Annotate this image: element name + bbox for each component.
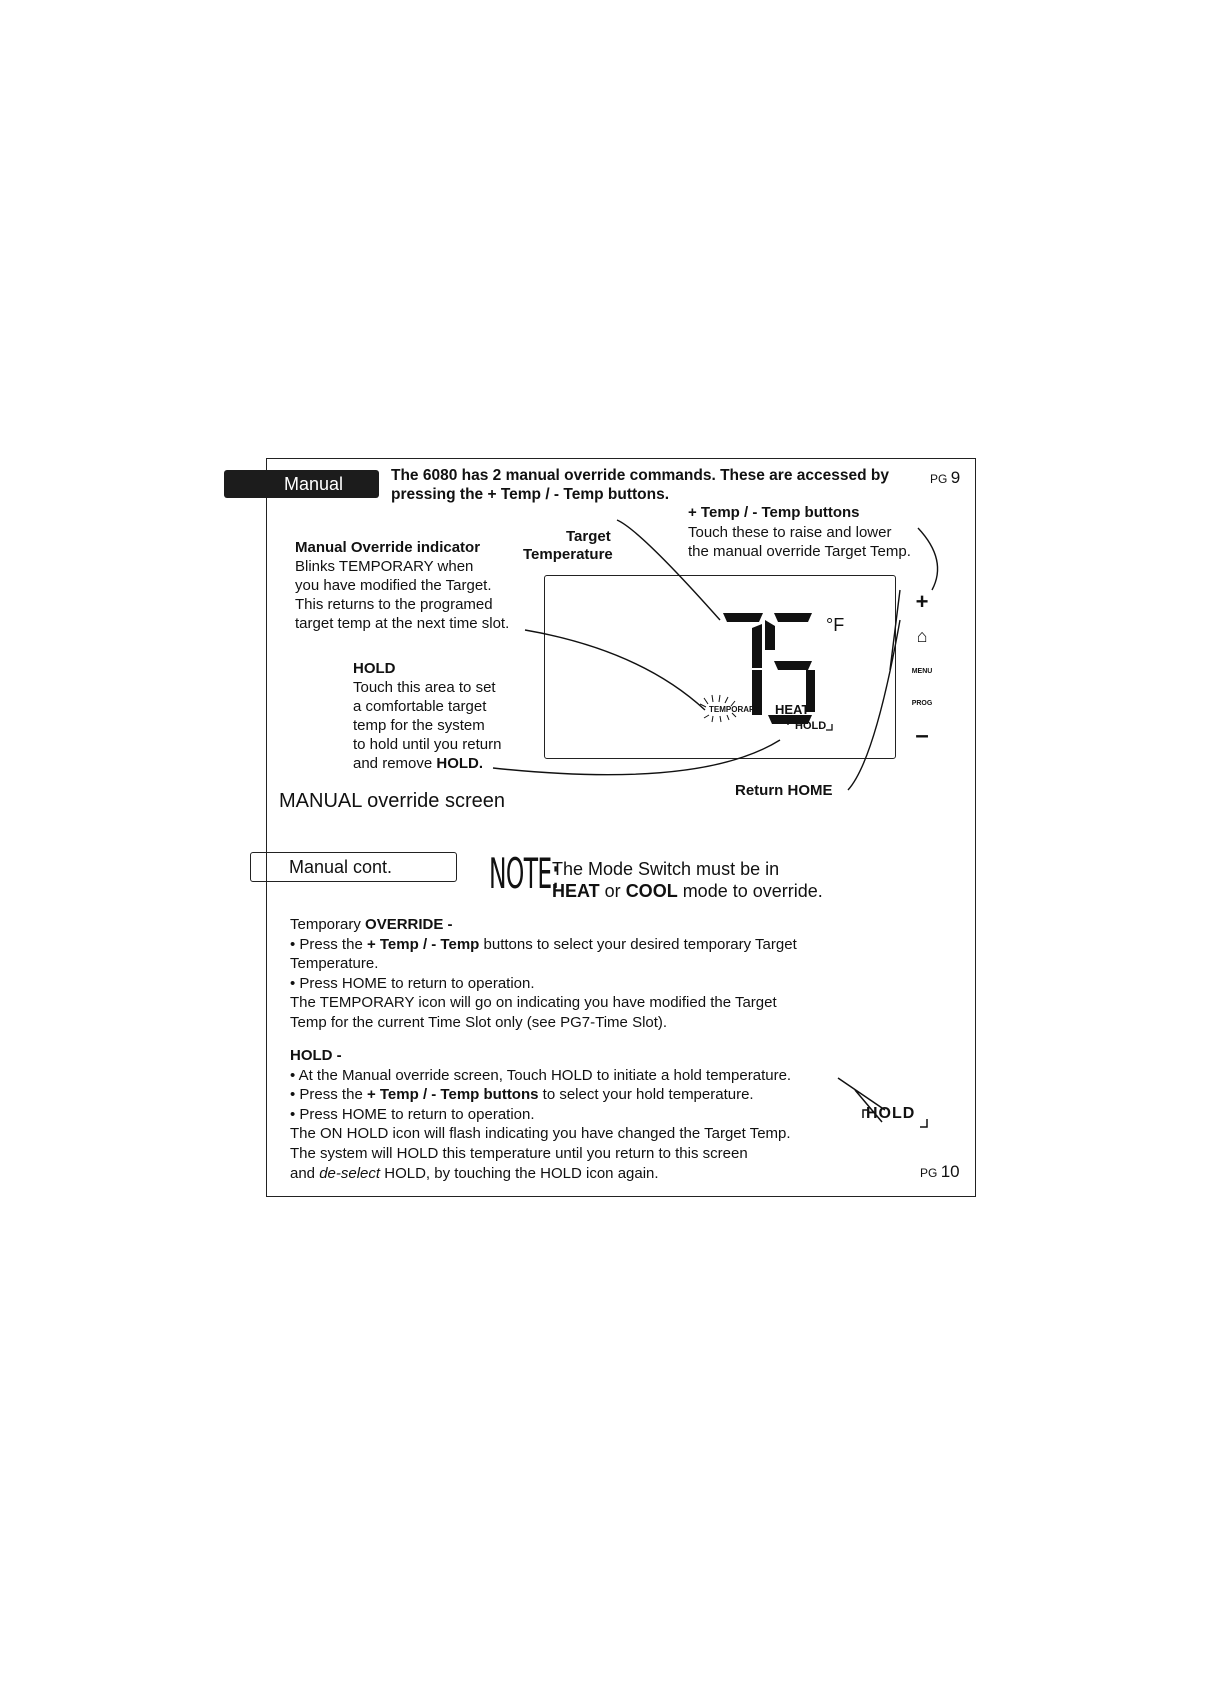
minus-temp-button[interactable]: – — [915, 722, 929, 749]
page-prefix: PG — [930, 472, 948, 486]
temp-buttons-title: + Temp / - Temp buttons — [688, 504, 860, 521]
hold-bullet-1: • At the Manual override screen, Touch HOLD to initiate a hold temperature. — [290, 1066, 792, 1084]
hold-leader — [493, 740, 780, 775]
temporary-bullet-1 — [290, 935, 850, 955]
hold-p3-pre: and — [290, 1164, 320, 1182]
return-home-leader — [848, 620, 900, 790]
page-number-10 — [920, 1162, 960, 1182]
indicator-line-3: This returns to the programed — [295, 596, 493, 613]
indicator-leader — [525, 630, 705, 710]
hold-line-1: Touch this area to set — [353, 679, 496, 696]
menu-button[interactable]: MENU — [911, 668, 933, 675]
intro-line-2: pressing the + Temp / - Temp buttons. — [391, 486, 670, 503]
temporary-heading-plain: Temporary — [290, 916, 366, 933]
prog-button[interactable]: PROG — [911, 700, 933, 707]
screen-caption: MANUAL override screen — [279, 790, 506, 812]
hold-line-2: a comfortable target — [353, 698, 487, 715]
note-line-2 — [552, 880, 823, 902]
temporary-override-section — [290, 915, 850, 1033]
hold-line-4: to hold until you return — [353, 736, 502, 753]
hold-para-3 — [290, 1164, 850, 1184]
lcd-mode-heat: HEAT — [775, 702, 810, 717]
note-heat: HEAT — [552, 881, 600, 901]
note-or: or — [599, 881, 626, 901]
section-tab-manual: Manual — [224, 470, 379, 498]
target-label-1: Target — [566, 528, 611, 545]
hold-section — [290, 1046, 850, 1183]
note-line-1: The Mode Switch must be in — [552, 859, 780, 879]
hold-b2-bold: + Temp / - Temp buttons — [366, 1086, 539, 1104]
footer-page-number: 10 — [940, 1162, 960, 1181]
temporary-bullet-1-cont: Temperature. — [290, 955, 379, 973]
temporary-b1-post: buttons to select your desired temporary Target — [479, 935, 797, 953]
indicator-line-1: Blinks TEMPORARY when — [295, 558, 474, 575]
intro-line-1: The 6080 has 2 manual override commands. These are accessed by — [391, 467, 889, 484]
temporary-heading-bold: OVERRIDE - — [365, 916, 453, 933]
hold-bullet-3: • Press HOME to return to operation. — [290, 1105, 535, 1123]
hold-last-bold: HOLD. — [436, 755, 484, 772]
indicator-line-2: you have modified the Target. — [295, 577, 492, 594]
hold-b2-post: to select your hold temperature. — [538, 1086, 754, 1104]
hold-icon-label[interactable]: HOLD — [866, 1105, 916, 1122]
note-cool: COOL — [625, 881, 678, 901]
temporary-para-1: The TEMPORARY icon will go on indicating you have modified the Target — [290, 994, 777, 1012]
hold-line-3: temp for the system — [353, 717, 485, 734]
temporary-para-2: Temp for the current Time Slot only (see PG7-Time Slot). — [290, 1013, 668, 1031]
section-tab-manual-cont: Manual cont. — [250, 852, 457, 882]
temporary-icon-label[interactable]: TEMPORARY — [709, 705, 760, 714]
indicator-title: Manual Override indicator — [295, 539, 481, 556]
digit-7 — [723, 613, 763, 668]
indicator-line-4: target temp at the next time slot. — [295, 615, 510, 632]
hold-p3-post: HOLD, by touching the HOLD icon again. — [380, 1164, 659, 1182]
temporary-b1-bold: + Temp / - Temp — [366, 935, 480, 953]
temp-buttons-line-2: the manual override Target Temp. — [688, 543, 911, 560]
target-label-2: Temperature — [523, 546, 613, 563]
lcd-hold-button[interactable]: HOLD — [795, 720, 827, 732]
target-leader — [617, 520, 720, 620]
note-text — [552, 858, 823, 902]
home-icon[interactable]: ⌂ — [916, 626, 928, 646]
temporary-b1-pre: • Press the — [290, 935, 367, 953]
temp-buttons-line-1: Touch these to raise and lower — [688, 524, 892, 541]
plus-temp-button[interactable]: + — [915, 589, 929, 614]
hold-para-1: The ON HOLD icon will flash indicating you have changed the Target Temp. — [290, 1125, 791, 1143]
lcd-unit: °F — [826, 615, 845, 635]
hold-b2-pre: • Press the — [290, 1086, 367, 1104]
page-number: 9 — [950, 468, 961, 487]
note-tail: mode to override. — [677, 881, 823, 901]
hold-bullet-2 — [290, 1085, 850, 1105]
hold-title: HOLD — [353, 660, 396, 677]
footer-page-prefix: PG — [920, 1166, 938, 1180]
note-word: NOTE: — [489, 849, 559, 898]
hold-para-2: The system will HOLD this temperature until you return to this screen — [290, 1144, 748, 1162]
hold-last-prefix: and remove — [353, 755, 437, 772]
hold-heading: HOLD - — [290, 1047, 342, 1064]
hold-p3-italic: de-select — [319, 1164, 381, 1182]
temporary-bullet-2: • Press HOME to return to operation. — [290, 974, 535, 992]
return-home-label: Return HOME — [735, 782, 833, 799]
temporary-heading — [290, 915, 850, 935]
temp-buttons-leader — [918, 528, 938, 590]
